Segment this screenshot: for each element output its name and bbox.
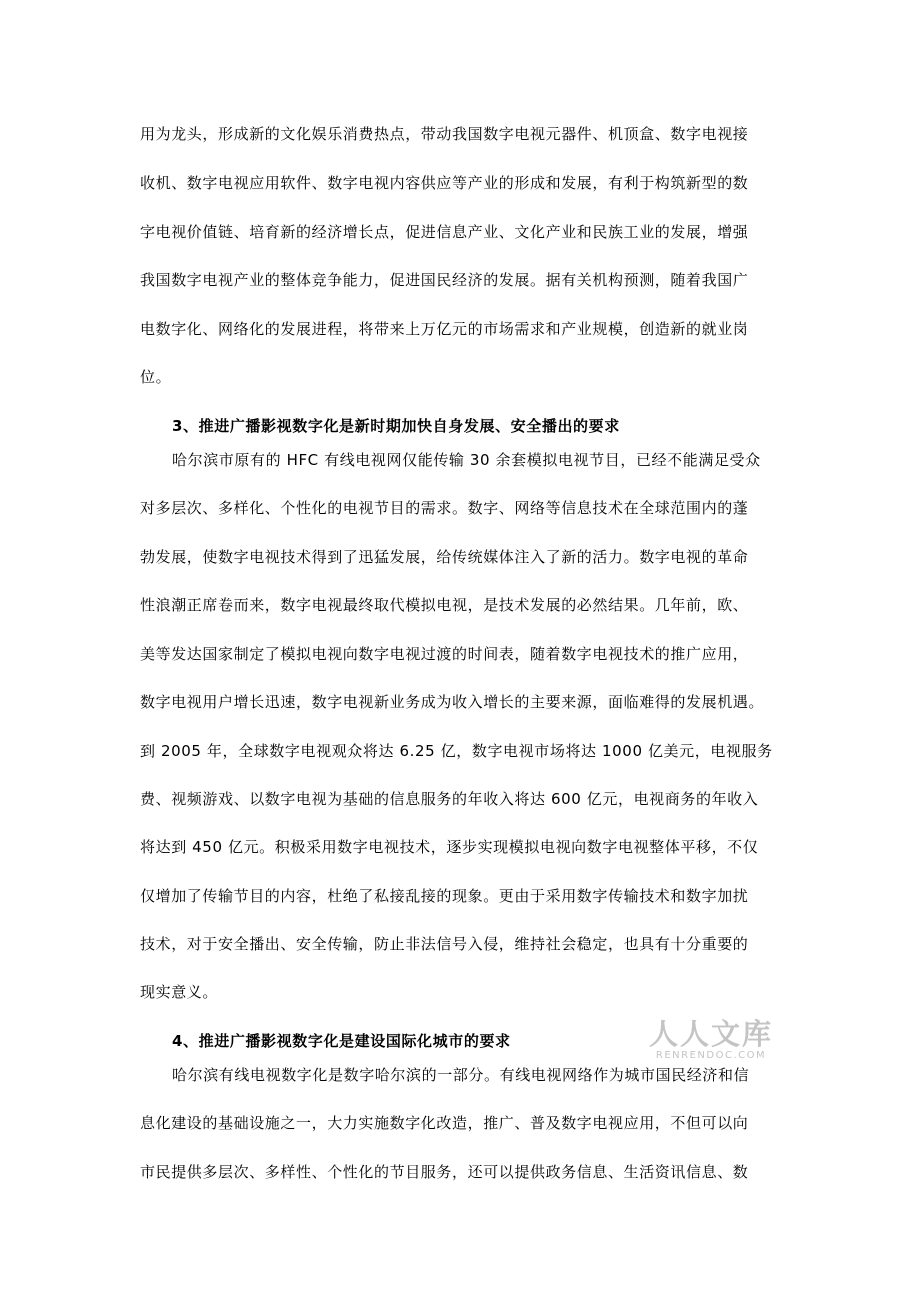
paragraph-2-line-1: 哈尔滨市原有的 HFC 有线电视网仅能传输 30 余套模拟电视节目，已经不能满足受众 bbox=[172, 451, 761, 469]
watermark-subtitle: RENRENDOC.COM bbox=[655, 1050, 767, 1061]
watermark-title: 人人文库 bbox=[648, 1017, 773, 1051]
paragraph-3-line-1: 哈尔滨有线电视数字化是数字哈尔滨的一部分。有线电视网络作为城市国民经济和信 bbox=[172, 1066, 750, 1084]
paragraph-2-line-6: 数字电视用户增长迅速，数字电视新业务成为收入增长的主要来源，面临难得的发展机遇。 bbox=[140, 693, 765, 711]
paragraph-2-line-5: 美等发达国家制定了模拟电视向数字电视过渡的时间表，随着数字电视技术的推广应用， bbox=[140, 645, 749, 663]
paragraph-2-line-3: 勃发展，使数字电视技术得到了迅猛发展，给传统媒体注入了新的活力。数字电视的革命 bbox=[140, 548, 749, 566]
paragraph-2-line-7: 到 2005 年，全球数字电视观众将达 6.25 亿，数字电视市场将达 1000 亿美元，电视服务 bbox=[140, 742, 773, 760]
paragraph-2-line-8: 费、视频游戏、以数字电视为基础的信息服务的年收入将达 600 亿元，电视商务的年收入 bbox=[140, 790, 759, 808]
paragraph-1-line-5: 电数字化、网络化的发展进程，将带来上万亿元的市场需求和产业规模，创造新的就业岗 bbox=[140, 320, 749, 338]
paragraph-2-line-12: 现实意义。 bbox=[140, 983, 219, 1001]
paragraph-1-line-6: 位。 bbox=[140, 368, 172, 386]
paragraph-1-line-3: 字电视价值链、培育新的经济增长点，促进信息产业、文化产业和民族工业的发展，增强 bbox=[140, 223, 749, 241]
section-heading-3: 3、推进广播影视数字化是新时期加快自身发展、安全播出的要求 bbox=[172, 417, 620, 435]
paragraph-1-line-2: 收机、数字电视应用软件、数字电视内容供应等产业的形成和发展，有利于构筑新型的数 bbox=[140, 174, 749, 192]
paragraph-3-line-3: 市民提供多层次、多样性、个性化的节目服务，还可以提供政务信息、生活资讯信息、数 bbox=[140, 1163, 749, 1181]
paragraph-2-line-11: 技术，对于安全播出、安全传输，防止非法信号入侵，维持社会稳定，也具有十分重要的 bbox=[140, 935, 749, 953]
section-heading-4: 4、推进广播影视数字化是建设国际化城市的要求 bbox=[172, 1032, 511, 1050]
paragraph-2-line-9: 将达到 450 亿元。积极采用数字电视技术，逐步实现模拟电视向数字电视整体平移，不仅 bbox=[140, 838, 759, 856]
paragraph-2-line-4: 性浪潮正席卷而来，数字电视最终取代模拟电视，是技术发展的必然结果。几年前，欧、 bbox=[140, 596, 749, 614]
paragraph-2-line-2: 对多层次、多样化、个性化的电视节目的需求。数字、网络等信息技术在全球范围内的蓬 bbox=[140, 499, 749, 517]
paragraph-2-line-10: 仅增加了传输节目的内容，杜绝了私接乱接的现象。更由于采用数字传输技术和数字加扰 bbox=[140, 887, 749, 905]
paragraph-3-line-2: 息化建设的基础设施之一，大力实施数字化改造，推广、普及数字电视应用，不但可以向 bbox=[140, 1114, 749, 1132]
paragraph-1-line-1: 用为龙头，形成新的文化娱乐消费热点，带动我国数字电视元器件、机顶盒、数字电视接 bbox=[140, 125, 749, 143]
paragraph-1-line-4: 我国数字电视产业的整体竞争能力，促进国民经济的发展。据有关机构预测，随着我国广 bbox=[140, 271, 749, 289]
watermark-logo bbox=[648, 1018, 774, 1062]
